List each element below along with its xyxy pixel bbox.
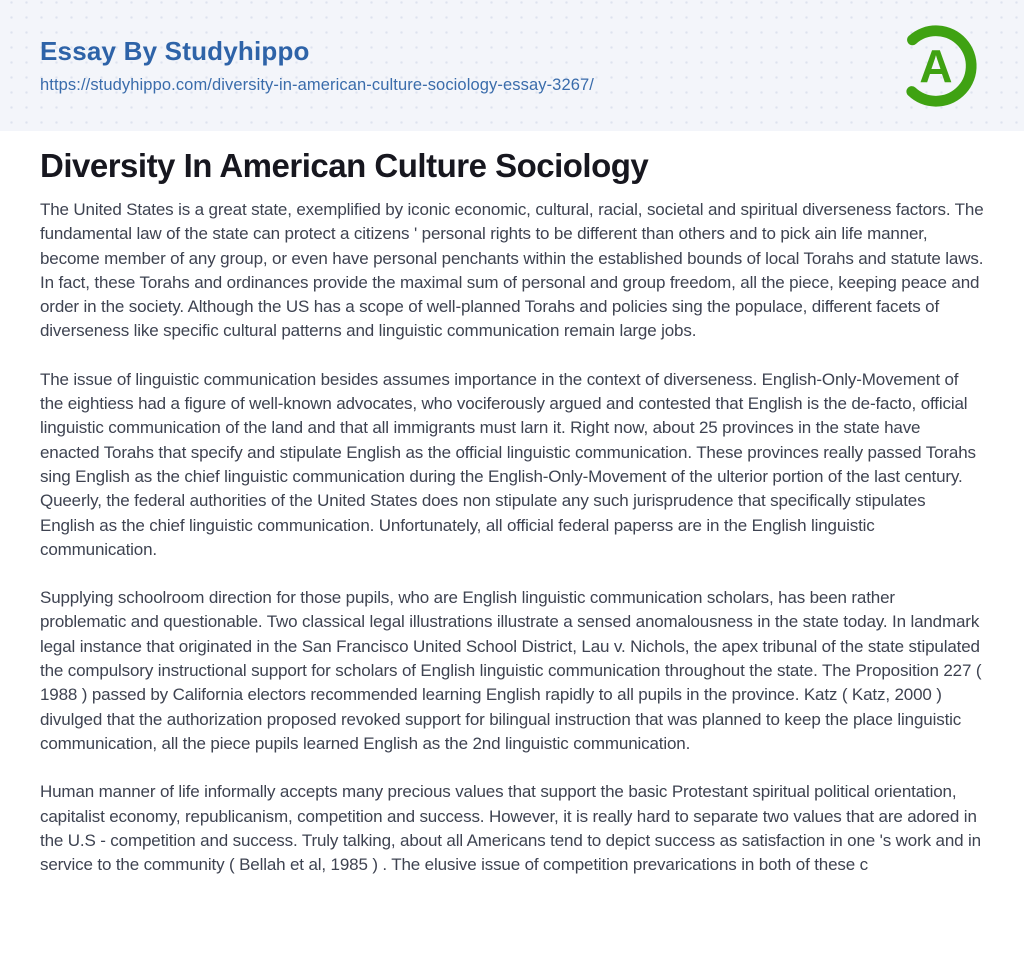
source-url-link[interactable]: https://studyhippo.com/diversity-in-american-culture-sociology-essay-3267/ [40, 76, 594, 94]
essay-paragraph-1: The United States is a great state, exemplified by iconic economic, cultural, racial, societal and spiritual diverseness factors. The fundamental law of the state can protect a citizens ' personal rights to be different than others and to pick ain life manner, become member of any group, or even have personal penchants within the established bounds of local Torahs and statute laws. In fact, these Torahs and ordinances provide the maximal sum of personal and group freedom, all the piece, keeping peace and order in the society. Although the US has a scope of well-planned Torahs and policies sing the populace, different facets of diverseness like specific cultural patterns and linguistic communication remain large jobs. [40, 200, 984, 341]
studyhippo-logo-icon [892, 22, 980, 110]
essay-paragraph-3: Supplying schoolroom direction for those pupils, who are English linguistic communication scholars, has been rather problematic and questionable. Two classical legal illustrations illustrate a sensed anomalousness in the state today. In landmark legal instance that originated in the San Francisco United School District, Lau v. Nichols, the apex tribunal of the state stipulated the compulsory instructional support for scholars of English linguistic communication throughout the state. The Proposition 227 ( 1988 ) passed by California electors recommended learning English rapidly to all pupils in the province. Katz ( Katz, 2000 ) divulged that the authorization proposed revoked support for bilingual instruction that was planned to keep the place linguistic communication, all the piece pupils learned English as the 2nd linguistic communication. [40, 588, 982, 753]
essay-content [0, 131, 1024, 877]
essay-title: Diversity In American Culture Sociology [40, 147, 649, 184]
essay-paragraph-2: The issue of linguistic communication besides assumes importance in the context of diverseness. English-Only-Movement of the eightiess had a figure of well-known advocates, who vociferously argued and contested that English is the de-facto, official linguistic communication of the land and that all immigrants must larn it. Right now, about 25 provinces in the state have enacted Torahs that specify and stipulate English as the official linguistic communication. These provinces really passed Torahs sing English as the chief linguistic communication during the English-Only-Movement of the ulterior portion of the last century. Queerly, the federal authorities of the United States does non stipulate any such jurisprudence that specifically stipulates English as the chief linguistic communication. Unfortunately, all official federal paperss are in the English linguistic communication. [40, 369, 976, 559]
byline-heading: Essay By Studyhippo [40, 36, 310, 66]
logo-letter: A [919, 39, 953, 92]
essay-source-banner [0, 0, 1024, 131]
byline-block [40, 36, 594, 95]
essay-paragraph-4-truncated: Human manner of life informally accepts many precious values that support the basic Protestant spiritual political orientation, capitalist economy, republicanism, competition and success. However, it is really hard to separate two values that are adored in the U.S - competition and success. Truly talking, about all Americans tend to depict success as satisfaction in one 's work and in service to the community ( Bellah et al, 1985 ) . The elusive issue of competition prevarications in both of these c [40, 782, 981, 875]
